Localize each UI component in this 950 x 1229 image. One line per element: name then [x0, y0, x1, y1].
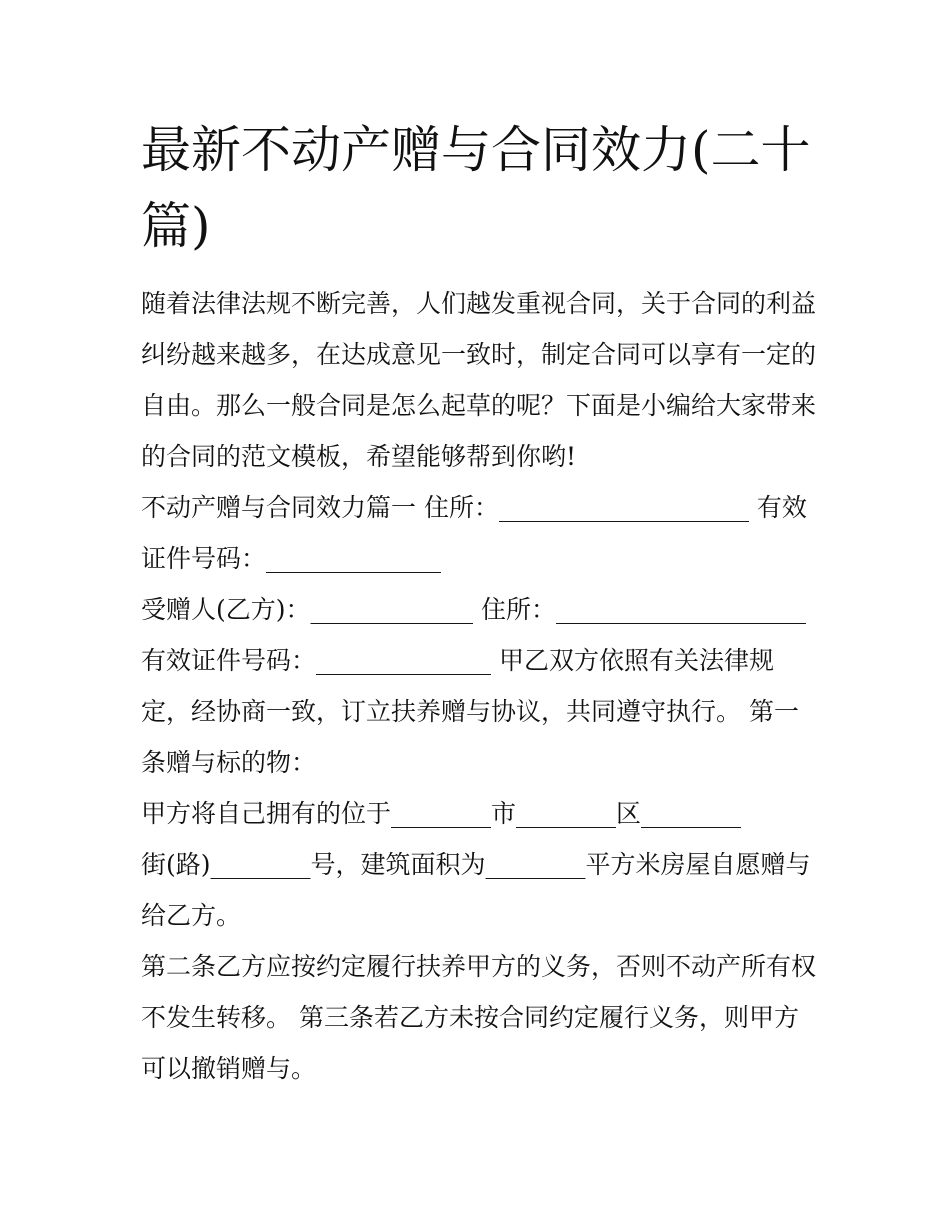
- text-line: 不动产赠与合同效力篇一 住所：____________________ 有效: [141, 493, 807, 522]
- donor-info-paragraph: [141, 482, 821, 584]
- text-line: 第二条乙方应按约定履行扶养甲方的义务，否则不动产所有权: [141, 952, 817, 981]
- text-line: 自由。那么一般合同是怎么起草的呢？下面是小编给大家带来: [141, 391, 817, 420]
- text-line: 有效证件号码：______________ 甲乙双方依照有关法律规: [141, 646, 774, 675]
- text-line: 可以撤销赠与。: [141, 1054, 317, 1083]
- text-line: 给乙方。: [141, 901, 242, 930]
- text-line: 条赠与标的物：: [141, 748, 317, 777]
- page-title: [141, 112, 821, 264]
- donee-info-paragraph: [141, 584, 821, 788]
- document-page: [141, 112, 821, 1094]
- text-line: 街(路)________号，建筑面积为________平方米房屋自愿赠与: [141, 850, 811, 879]
- property-paragraph: [141, 788, 821, 941]
- intro-paragraph: [141, 278, 821, 482]
- text-line: 证件号码：______________: [141, 544, 442, 573]
- obligations-paragraph: [141, 941, 821, 1094]
- text-line: 甲方将自己拥有的位于________市________区________: [141, 799, 742, 828]
- text-line: 纠纷越来越多，在达成意见一致时，制定合同可以享有一定的: [141, 340, 817, 369]
- text-line: 受赠人(乙方)：_____________ 住所：____________________: [141, 595, 806, 624]
- title-line-1: 最新不动产赠与合同效力(二十: [141, 121, 811, 179]
- text-line: 不发生转移。 第三条若乙方未按合同约定履行义务，则甲方: [141, 1003, 799, 1032]
- text-line: 随着法律法规不断完善，人们越发重视合同，关于合同的利益: [141, 289, 817, 318]
- text-line: 定，经协商一致，订立扶养赠与协议，共同遵守执行。 第一: [141, 697, 799, 726]
- text-line: 的合同的范文模板，希望能够帮到你哟!: [141, 442, 577, 471]
- title-line-2: 篇): [141, 197, 211, 255]
